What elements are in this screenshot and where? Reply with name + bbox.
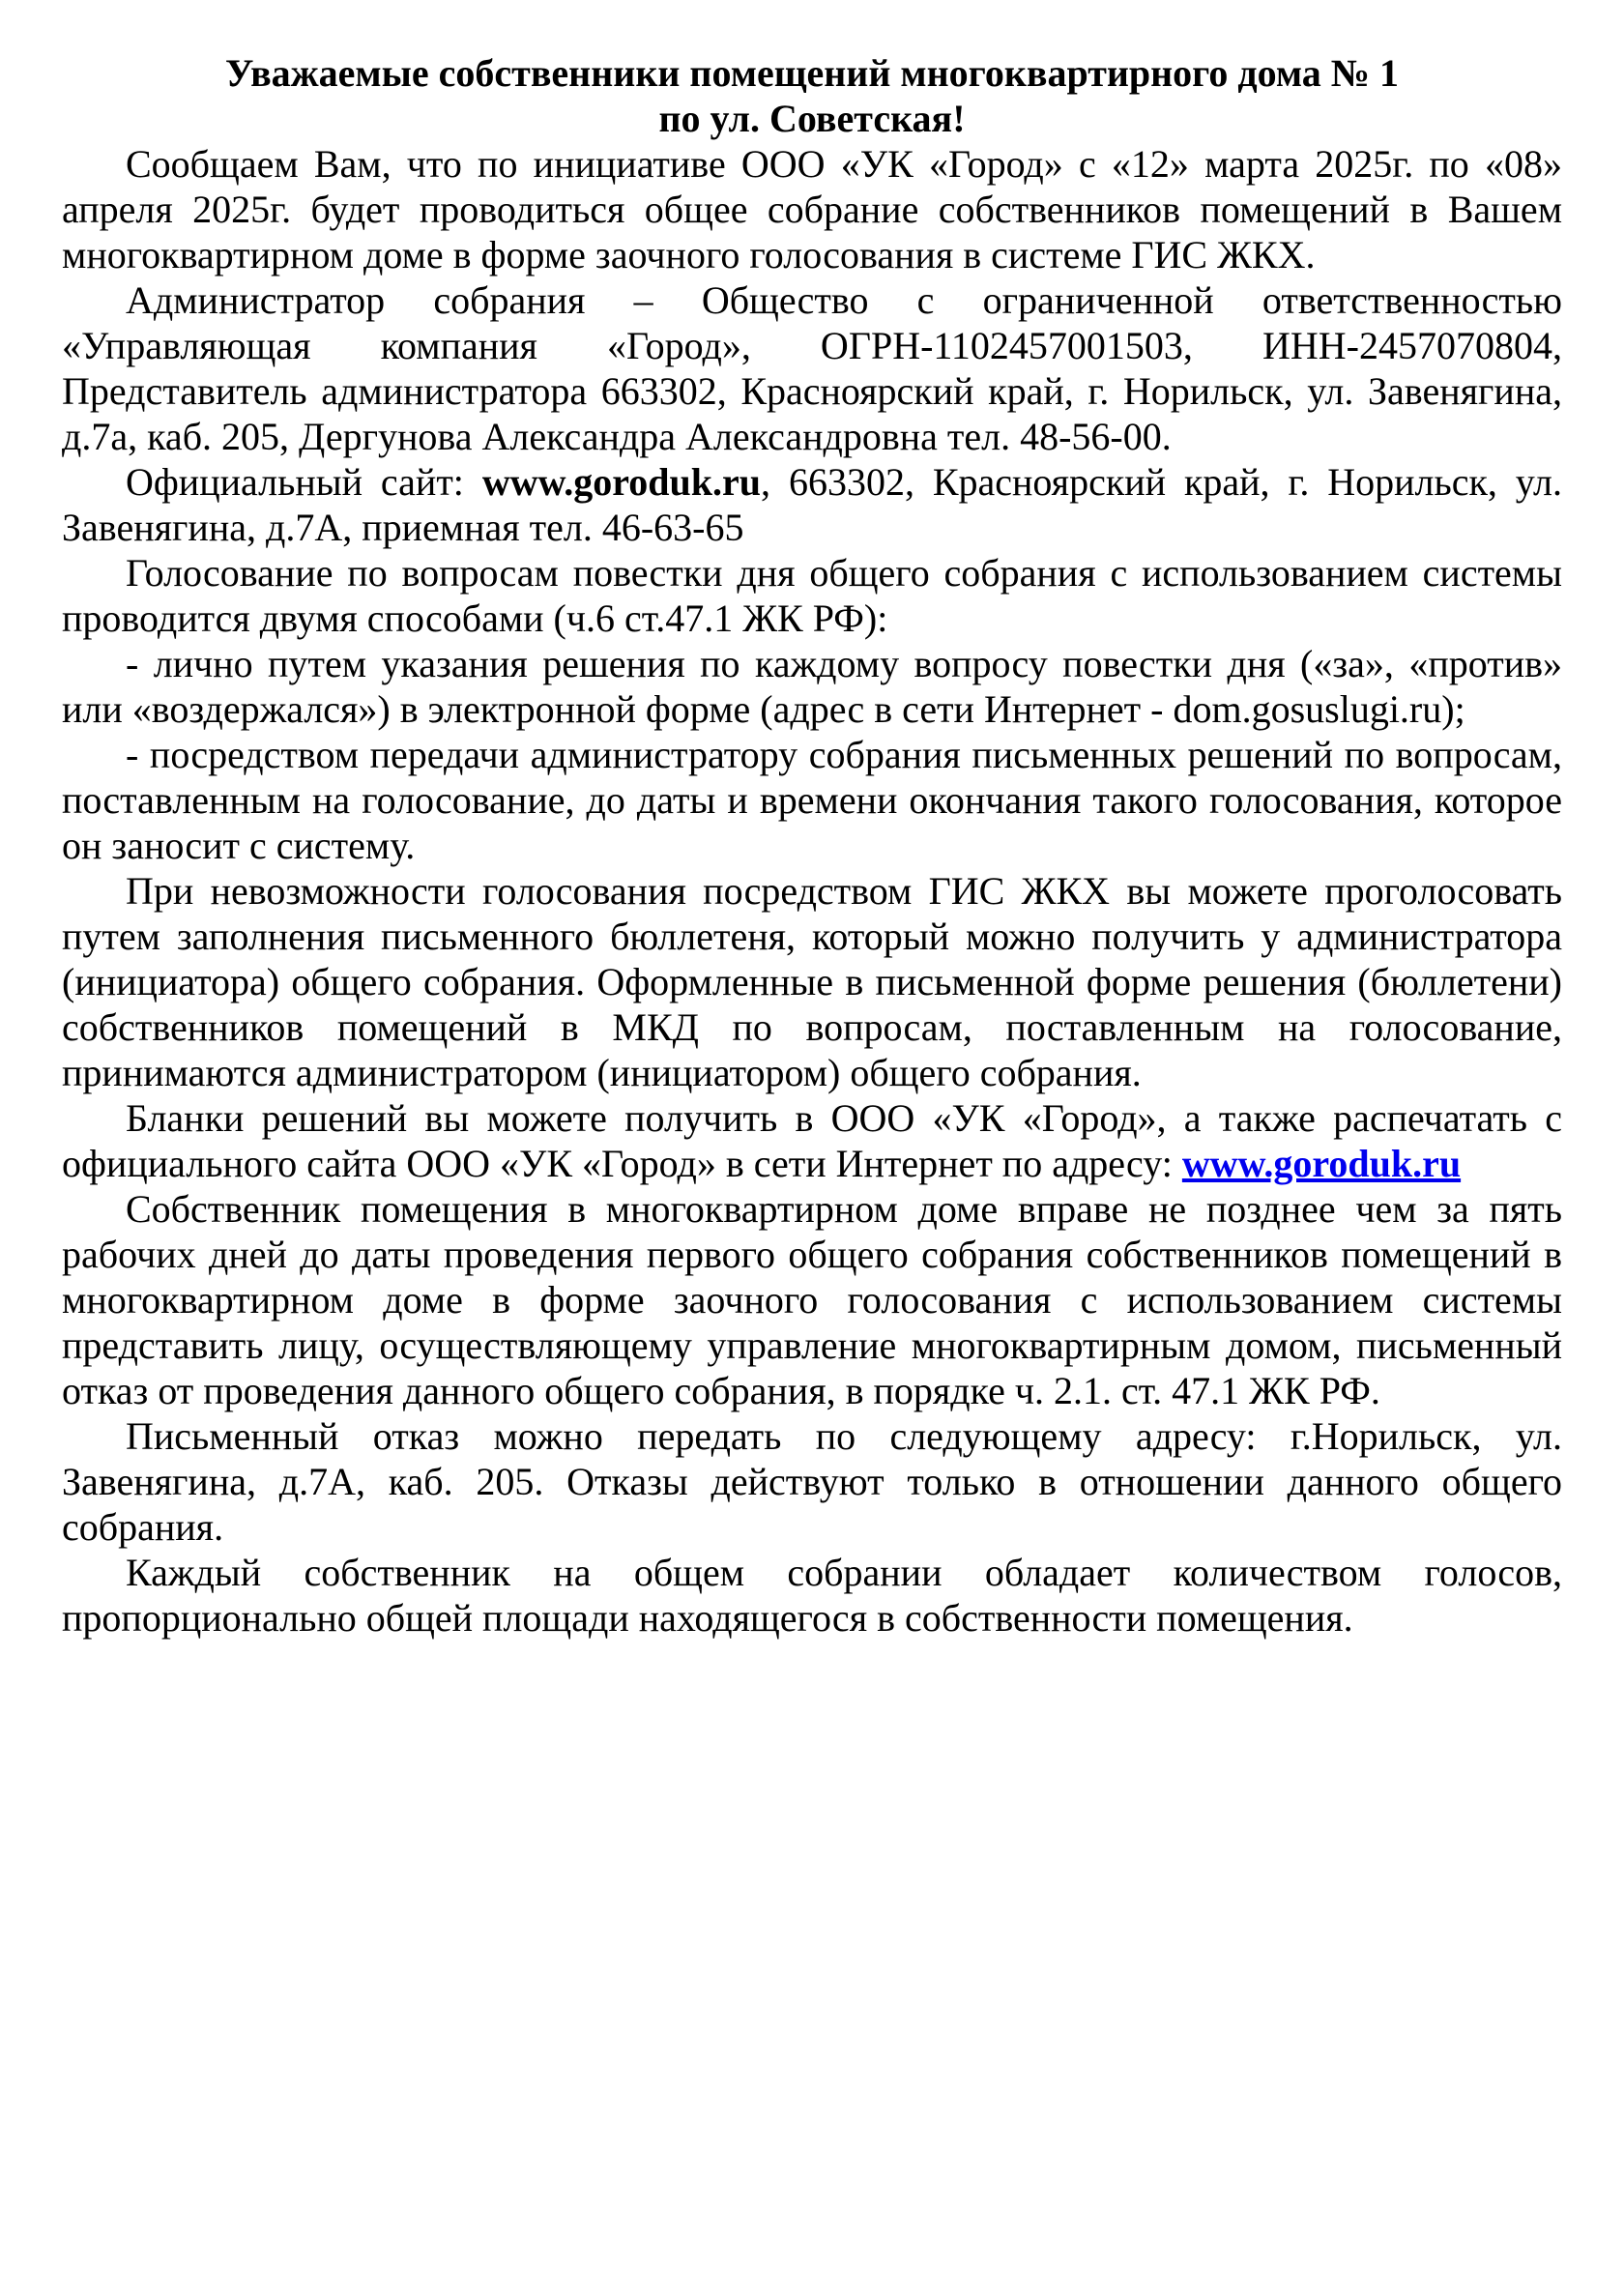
- title-line-2: по ул. Советская!: [658, 97, 966, 140]
- paragraph-text: При невозможности голосования посредством ГИС ЖКХ вы можете проголосовать путем заполнения письменного бюллетеня, который можно получить у администратора (инициатора) общего собрания. Оформленные в письменной форме решения (бюллетени) собственников помещений в МКД по вопросам, поставленным на голосование, принимаются администратором (инициатором) общего собрания.: [62, 869, 1562, 1094]
- paragraph: [62, 868, 1562, 1095]
- paragraph: [62, 459, 1562, 550]
- document-body: [62, 141, 1562, 1641]
- paragraph: [62, 1550, 1562, 1641]
- paragraph: [62, 1413, 1562, 1550]
- paragraph: [62, 641, 1562, 732]
- paragraph-text: Собственник помещения в многоквартирном доме вправе не позднее чем за пять рабочих дней до даты проведения первого общего собрания собственников помещений в многоквартирном доме в форме заочного голосования с использованием системы представить лицу, осуществляющему управление многоквартирным домом, письменный отказ от проведения данного общего собрания, в порядке ч. 2.1. ст. 47.1 ЖК РФ.: [62, 1187, 1562, 1412]
- paragraph-text: Администратор собрания – Общество с ограниченной ответственностью «Управляющая компания «Город», ОГРН-1102457001503, ИНН-2457070804, Представитель администратора 663302, Красноярский край, г. Норильск, ул. Завенягина, д.7а, каб. 205, Дергунова Александра Александровна тел. 48-56-00.: [62, 278, 1562, 458]
- paragraph-text: Сообщаем Вам, что по инициативе ООО «УК «Город» с «12» марта 2025г. по «08» апреля 2025г. будет проводиться общее собрание собственников помещений в Вашем многоквартирном доме в форме заочного голосования в системе ГИС ЖКХ.: [62, 142, 1562, 276]
- goroduk-link[interactable]: www.goroduk.ru: [1181, 1142, 1462, 1185]
- paragraph-text: , 663302, Красноярский край, г. Норильск, ул. Завенягина, д.7А, приемная тел. 46-63-65: [62, 460, 1563, 549]
- paragraph: [62, 141, 1562, 277]
- paragraph-text: Письменный отказ можно передать по следующему адресу: г.Норильск, ул. Завенягина, д.7А, каб. 205. Отказы действуют только в отношении данного общего собрания.: [62, 1414, 1562, 1549]
- paragraph-text: Бланки решений вы можете получить в ООО «УК «Город», а также распечатать с официального сайта ООО «УК «Город» в сети Интернет по адресу:: [62, 1096, 1562, 1185]
- paragraph-text: Каждый собственник на общем собрании обладает количеством голосов, пропорционально общей площади находящегося в собственности помещения.: [62, 1551, 1562, 1640]
- paragraph: [62, 1095, 1562, 1186]
- paragraph-text: Голосование по вопросам повестки дня общего собрания с использованием системы проводится двумя способами (ч.6 ст.47.1 ЖК РФ):: [62, 551, 1562, 640]
- document-title: [62, 50, 1562, 141]
- site-address-bold: www.goroduk.ru: [481, 460, 762, 504]
- paragraph: [62, 1186, 1562, 1413]
- paragraph-text: - лично путем указания решения по каждому вопросу повестки дня («за», «против» или «воздержался») в электронной форме (адрес в сети Интернет - dom.gosuslugi.ru);: [62, 642, 1562, 731]
- paragraph: [62, 277, 1562, 459]
- title-line-1: Уважаемые собственники помещений многоквартирного дома № 1: [225, 51, 1399, 95]
- paragraph: [62, 550, 1562, 641]
- paragraph-text: - посредством передачи администратору собрания письменных решений по вопросам, поставленным на голосование, до даты и времени окончания такого голосования, которое он заносит с систему.: [62, 733, 1562, 867]
- paragraph: [62, 732, 1562, 868]
- paragraph-text: Официальный сайт:: [126, 460, 482, 504]
